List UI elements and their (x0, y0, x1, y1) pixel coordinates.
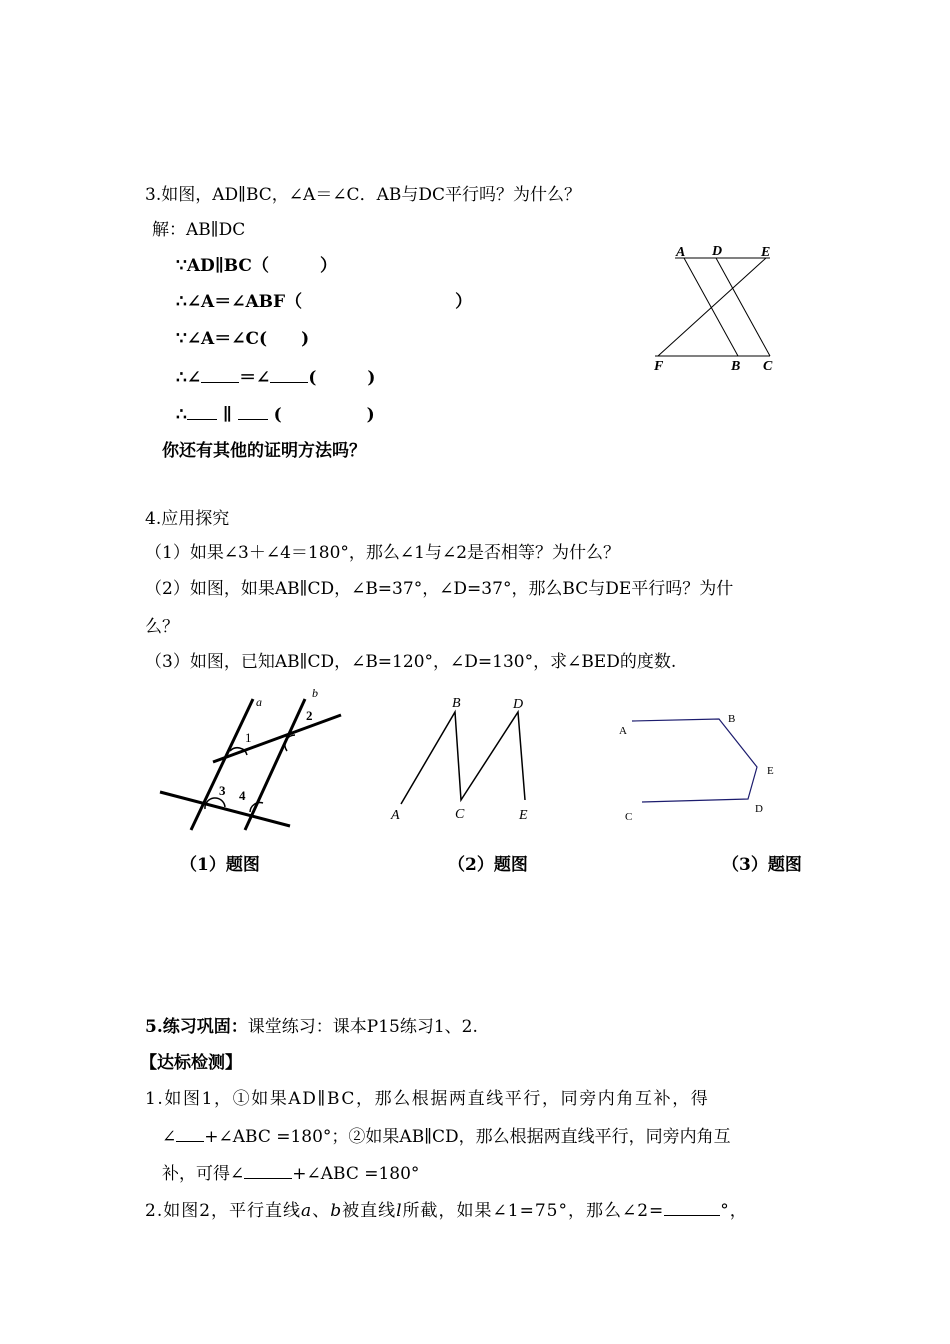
label-b: B (452, 696, 461, 711)
label-c: C (455, 807, 465, 822)
q3-step5: ∴ ∥ ( ) (176, 405, 375, 425)
q4-title: 4.应用探究 (145, 509, 230, 529)
label-c: C (625, 811, 633, 823)
label-d: D (712, 244, 723, 259)
q4-part1: （1）如果∠3＋∠4＝180°，那么∠1与∠2是否相等？为什么？ (145, 543, 621, 563)
check-item1-line2: ∠ +∠ABC =180°；②如果AB∥CD，那么根据两直线平行，同旁内角互 (162, 1127, 731, 1147)
label-b: B (731, 359, 741, 374)
q5-line: 5.练习巩固：课堂练习：课本P15练习1、2. (145, 1017, 478, 1037)
q3-step3: ∵∠A＝∠C( ) (176, 329, 310, 349)
line-dc (716, 258, 770, 356)
check-item2: 2.如图2，平行直线a、b被直线l所截，如果∠1=75°，那么∠2= °， (145, 1201, 748, 1221)
q3-figure (640, 238, 785, 374)
q4-part2-line1: （2）如图，如果AB∥CD，∠B=37°，∠D=37°，那么BC与DE平行吗？为什 (145, 579, 734, 599)
check-item1-line1: 1.如图1，①如果AD∥BC，那么根据两直线平行，同旁内角互补，得 (145, 1089, 710, 1109)
q4-part2-line2: 么？ (145, 617, 179, 637)
label-4: 4 (239, 788, 246, 803)
label-e: E (519, 808, 528, 823)
zigzag (401, 712, 525, 804)
label-c: C (763, 359, 773, 374)
q4-figure-2 (385, 690, 535, 825)
q3-solution: 解：AB∥DC (152, 220, 246, 240)
label-3: 3 (219, 783, 226, 798)
q3-step4: ∴∠ ＝∠ ( ) (176, 368, 376, 388)
polyline-abedc (632, 719, 757, 802)
label-b: b (312, 686, 318, 700)
q3-step2: ∴∠A＝∠ABF（ ） (176, 292, 473, 312)
q4-figure-3 (615, 705, 785, 823)
line-ab (684, 258, 738, 356)
q3-step1: ∵AD∥BC（ ） (176, 256, 337, 276)
label-e: E (767, 765, 774, 777)
q4-figure-1-caption: （1）题图 (180, 855, 260, 875)
line-a (191, 699, 253, 830)
label-a: A (391, 808, 400, 823)
line-ef (658, 258, 766, 356)
q4-figure-2-caption: （2）题图 (448, 855, 528, 875)
q4-part3: （3）如图，已知AB∥CD，∠B=120°，∠D=130°，求∠BED的度数. (145, 652, 677, 672)
line-b (245, 699, 305, 830)
label-e: E (761, 245, 771, 260)
q4-figure-3-caption: （3）题图 (722, 855, 802, 875)
label-b: B (728, 713, 736, 725)
label-2: 2 (306, 708, 313, 723)
check-item1-line3: 补，可得∠ +∠ABC =180° (162, 1164, 420, 1184)
label-1: 1 (245, 730, 252, 745)
q3-title: 3.如图，AD∥BC，∠A＝∠C．AB与DC平行吗？为什么？ (145, 185, 581, 205)
transversal-top (213, 715, 341, 762)
q3-other-methods: 你还有其他的证明方法吗？ (162, 441, 366, 461)
label-a: A (676, 245, 686, 260)
q4-figure-1 (155, 685, 350, 835)
label-a: A (619, 725, 627, 737)
label-d: D (755, 803, 763, 815)
label-f: F (654, 359, 664, 374)
check-heading: 【达标检测】 (140, 1053, 242, 1073)
label-d: D (513, 697, 524, 712)
label-a: a (256, 695, 262, 709)
